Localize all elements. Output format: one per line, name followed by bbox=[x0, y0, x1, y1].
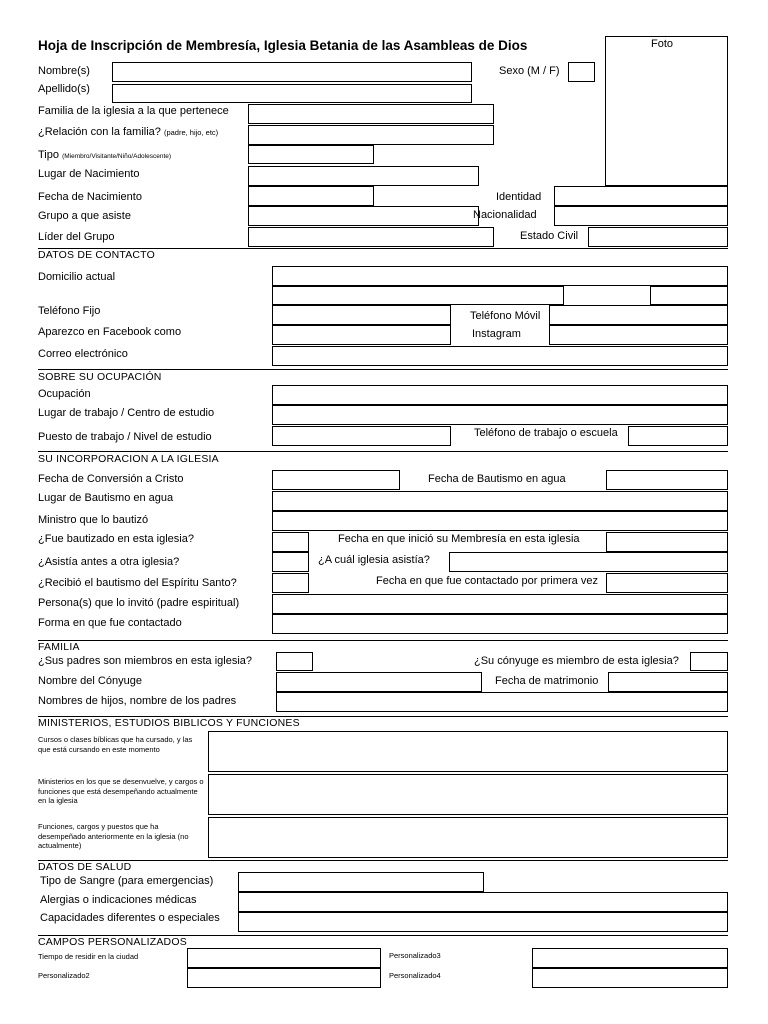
divider bbox=[38, 640, 728, 641]
estado-civil-label: Estado Civil bbox=[520, 230, 579, 242]
funciones-input[interactable] bbox=[208, 817, 728, 858]
nacionalidad-label: Nacionalidad bbox=[473, 209, 537, 221]
lugar-bautismo-label: Lugar de Bautismo en agua bbox=[38, 492, 174, 504]
sexo-input[interactable] bbox=[568, 62, 595, 82]
apellido-input[interactable] bbox=[112, 84, 472, 103]
cual-iglesia-input[interactable] bbox=[449, 552, 728, 572]
hijos-input[interactable] bbox=[276, 692, 728, 712]
facebook-input[interactable] bbox=[272, 325, 451, 345]
contacto-section-title: DATOS DE CONTACTO bbox=[38, 249, 155, 261]
lugar-trabajo-label: Lugar de trabajo / Centro de estudio bbox=[38, 407, 215, 419]
fecha-nacimiento-input[interactable] bbox=[248, 186, 374, 206]
domicilio-label: Domicilio actual bbox=[38, 271, 116, 283]
familia-label: Familia de la iglesia a la que pertenece bbox=[38, 105, 229, 117]
asistia-label: ¿Asistía antes a otra iglesia? bbox=[38, 556, 180, 568]
telefono-fijo-label: Teléfono Fijo bbox=[38, 305, 101, 317]
identidad-input[interactable] bbox=[554, 186, 728, 206]
ministerios-section-title: MINISTERIOS, ESTUDIOS BIBLICOS Y FUNCIONES bbox=[38, 717, 300, 729]
ocupacion-section-title: SOBRE SU OCUPACIÓN bbox=[38, 371, 162, 383]
personalizado3-label: Personalizado3 bbox=[389, 951, 441, 960]
nacionalidad-input[interactable] bbox=[554, 206, 728, 226]
nombre-label: Nombre(s) bbox=[38, 65, 90, 77]
identidad-label: Identidad bbox=[496, 191, 542, 203]
tipo-hint: (Miembro/Visitante/Niño/Adolescente) bbox=[62, 153, 172, 160]
invito-input[interactable] bbox=[272, 594, 728, 614]
cursos-label: Cursos o clases bíblicas que ha cursado, y las que está cursando en este momento bbox=[38, 735, 193, 754]
sexo-label: Sexo (M / F) bbox=[499, 65, 560, 77]
ministro-label: Ministro que lo bautizó bbox=[38, 514, 149, 526]
lugar-nacimiento-label: Lugar de Nacimiento bbox=[38, 168, 140, 180]
personalizado4-label: Personalizado4 bbox=[389, 971, 441, 980]
telefono-movil-label: Teléfono Móvil bbox=[470, 310, 541, 322]
familia-input[interactable] bbox=[248, 104, 494, 124]
asistia-input[interactable] bbox=[272, 552, 309, 572]
lider-label: Líder del Grupo bbox=[38, 231, 115, 243]
bautizado-aqui-label: ¿Fue bautizado en esta iglesia? bbox=[38, 533, 194, 545]
domicilio-input-2[interactable] bbox=[272, 286, 564, 305]
telefono-trabajo-label: Teléfono de trabajo o escuela bbox=[474, 427, 618, 439]
cual-iglesia-label: ¿A cuál iglesia asistía? bbox=[318, 554, 430, 566]
telefono-fijo-input[interactable] bbox=[272, 305, 451, 325]
nombre-conyuge-input[interactable] bbox=[276, 672, 482, 692]
relacion-input[interactable] bbox=[248, 125, 494, 145]
tipo-label: Tipo (Miembro/Visitante/Niño/Adolescente) bbox=[38, 149, 172, 161]
familia-section-title: FAMILIA bbox=[38, 641, 80, 653]
forma-contacto-input[interactable] bbox=[272, 614, 728, 634]
conyuge-miembro-label: ¿Su cónyuge es miembro de esta iglesia? bbox=[474, 655, 679, 667]
nombre-input[interactable] bbox=[112, 62, 472, 82]
ocupacion-label: Ocupación bbox=[38, 388, 91, 400]
telefono-trabajo-input[interactable] bbox=[628, 426, 728, 446]
invito-label: Persona(s) que lo invitó (padre espiritual) bbox=[38, 597, 240, 609]
padres-label: ¿Sus padres son miembros en esta iglesia? bbox=[38, 655, 252, 667]
incorporacion-section-title: SU INCORPORACION A LA IGLESIA bbox=[38, 453, 219, 465]
personalizado2-label: Personalizado2 bbox=[38, 971, 90, 980]
fecha-contacto-label: Fecha en que fue contactado por primera vez bbox=[376, 575, 598, 587]
facebook-label: Aparezco en Facebook como bbox=[38, 326, 182, 338]
ocupacion-input[interactable] bbox=[272, 385, 728, 405]
relacion-label: ¿Relación con la familia? (padre, hijo, etc) bbox=[38, 126, 219, 138]
fecha-nacimiento-label: Fecha de Nacimiento bbox=[38, 191, 142, 203]
espiritu-label: ¿Recibió el bautismo del Espíritu Santo? bbox=[38, 577, 237, 589]
divider bbox=[38, 451, 728, 452]
cursos-input[interactable] bbox=[208, 731, 728, 772]
espiritu-input[interactable] bbox=[272, 573, 309, 593]
telefono-movil-input[interactable] bbox=[549, 305, 728, 325]
matrimonio-label: Fecha de matrimonio bbox=[495, 675, 599, 687]
forma-contacto-label: Forma en que fue contactado bbox=[38, 617, 182, 629]
photo-label: Foto bbox=[651, 38, 674, 50]
ministro-input[interactable] bbox=[272, 511, 728, 531]
conyuge-miembro-input[interactable] bbox=[690, 652, 728, 671]
domicilio-input-1[interactable] bbox=[272, 266, 728, 286]
fecha-bautismo-input[interactable] bbox=[606, 470, 728, 490]
divider bbox=[38, 369, 728, 370]
inicio-membresia-label: Fecha en que inició su Membresía en esta iglesia bbox=[338, 533, 580, 545]
personalizado2-input[interactable] bbox=[187, 968, 381, 988]
inicio-membresia-input[interactable] bbox=[606, 532, 728, 552]
instagram-label: Instagram bbox=[472, 328, 521, 340]
puesto-label: Puesto de trabajo / Nivel de estudio bbox=[38, 431, 212, 443]
personalizado4-input[interactable] bbox=[532, 968, 728, 988]
fecha-bautismo-label: Fecha de Bautismo en agua bbox=[428, 473, 566, 485]
apellido-label: Apellido(s) bbox=[38, 83, 90, 95]
ministerios-actuales-input[interactable] bbox=[208, 774, 728, 815]
ministerios-actuales-label: Ministerios en los que se desenvuelve, y cargos o funciones que está desempeñando actualmente en la iglesia bbox=[38, 777, 204, 805]
tipo-input[interactable] bbox=[248, 145, 374, 164]
salud-section-title: DATOS DE SALUD bbox=[38, 861, 132, 873]
grupo-label: Grupo a que asiste bbox=[38, 210, 131, 222]
correo-label: Correo electrónico bbox=[38, 348, 128, 360]
nombre-conyuge-label: Nombre del Cónyuge bbox=[38, 675, 142, 687]
conversion-label: Fecha de Conversión a Cristo bbox=[38, 473, 184, 485]
lugar-nacimiento-input[interactable] bbox=[248, 166, 479, 186]
correo-input[interactable] bbox=[272, 346, 728, 366]
estado-civil-input[interactable] bbox=[588, 227, 728, 247]
domicilio-input-3[interactable] bbox=[650, 286, 728, 305]
sangre-input[interactable] bbox=[238, 872, 484, 892]
photo-box[interactable] bbox=[605, 36, 728, 186]
relacion-hint: (padre, hijo, etc) bbox=[163, 128, 219, 137]
alergias-label: Alergias o indicaciones médicas bbox=[40, 894, 197, 906]
form-title: Hoja de Inscripción de Membresía, Iglesia Betania de las Asambleas de Dios bbox=[38, 38, 528, 53]
instagram-input[interactable] bbox=[549, 325, 728, 345]
tiempo-label: Tiempo de residir en la ciudad bbox=[38, 952, 139, 961]
padres-input[interactable] bbox=[276, 652, 313, 671]
alergias-input[interactable] bbox=[238, 892, 728, 912]
capacidades-label: Capacidades diferentes o especiales bbox=[40, 912, 220, 924]
sangre-label: Tipo de Sangre (para emergencias) bbox=[40, 875, 214, 887]
bautizado-aqui-input[interactable] bbox=[272, 532, 309, 552]
hijos-label: Nombres de hijos, nombre de los padres bbox=[38, 695, 237, 707]
personalizados-section-title: CAMPOS PERSONALIZADOS bbox=[38, 936, 187, 948]
fecha-contacto-input[interactable] bbox=[606, 573, 728, 593]
lugar-trabajo-input[interactable] bbox=[272, 405, 728, 425]
capacidades-input[interactable] bbox=[238, 912, 728, 932]
funciones-label: Funciones, cargos y puestos que ha desempeñado anteriormente en la iglesia (no actualmente) bbox=[38, 822, 189, 850]
grupo-input[interactable] bbox=[248, 206, 479, 226]
lugar-bautismo-input[interactable] bbox=[272, 491, 728, 511]
matrimonio-input[interactable] bbox=[608, 672, 728, 692]
divider bbox=[38, 860, 728, 861]
conversion-input[interactable] bbox=[272, 470, 400, 490]
lider-input[interactable] bbox=[248, 227, 494, 247]
tiempo-input[interactable] bbox=[187, 948, 381, 968]
personalizado3-input[interactable] bbox=[532, 948, 728, 968]
puesto-input[interactable] bbox=[272, 426, 451, 446]
